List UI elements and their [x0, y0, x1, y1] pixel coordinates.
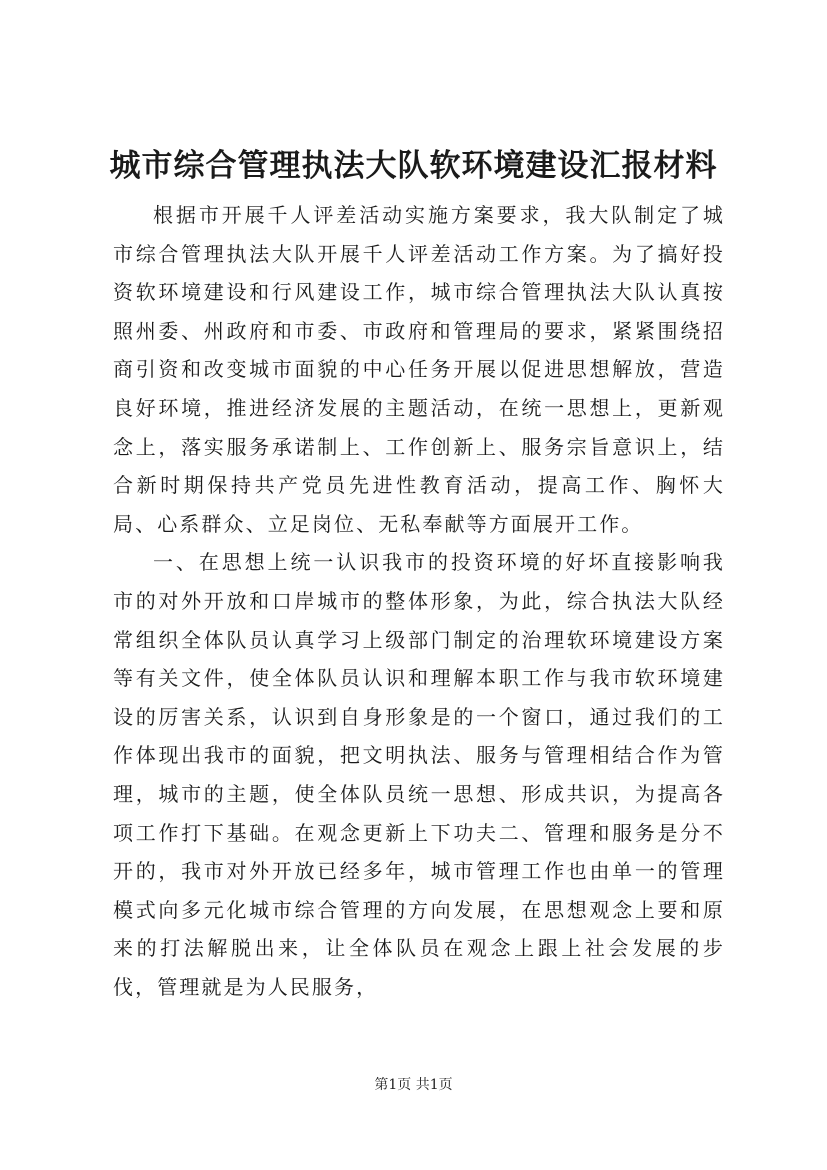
paragraph-intro: 根据市开展千人评差活动实施方案要求，我大队制定了城市综合管理执法大队开展千人评差活动工作方案。为了搞好投资软环境建设和行风建设工作，城市综合管理执法大队认真按照州委、州政府和市委、市政府和管理局的要求，紧紧围绕招商引资和改变城市面貌的中心任务开展以促进思想解放，营造良好环境，推进经济发展的主题活动，在统一思想上，更新观念上，落实服务承诺制上、工作创新上、服务宗旨意识上，结合新时期保持共产党员先进性教育活动，提高工作、胸怀大局、心系群众、立足岗位、无私奉献等方面展开工作。: [113, 203, 725, 536]
page-footer: 第1页 共1页: [374, 1077, 453, 1093]
paragraph-section-one: 一、在思想上统一认识我市的投资环境的好坏直接影响我市的对外开放和口岸城市的整体形象，为此，综合执法大队经常组织全体队员认真学习上级部门制定的治理软环境建设方案等有关文件，使全体队员认识和理解本职工作与我市软环境建设的厉害关系，认识到自身形象是的一个窗口，通过我们的工作体现出我市的面貌，把文明执法、服务与管理相结合作为管理，城市的主题，使全体队员统一思想、形成共识，为提高各项工作打下基础。在观念更新上下功夫二、管理和服务是分不开的，我市对外开放已经多年，城市管理工作也由单一的管理模式向多元化城市综合管理的方向发展，在思想观念上要和原来的打法解脱出来，让全体队员在观念上跟上社会发展的步伐，管理就是为人民服务，: [113, 550, 725, 999]
document-title: 城市综合管理执法大队软环境建设汇报材料: [109, 148, 718, 184]
document-body: [113, 196, 725, 1006]
